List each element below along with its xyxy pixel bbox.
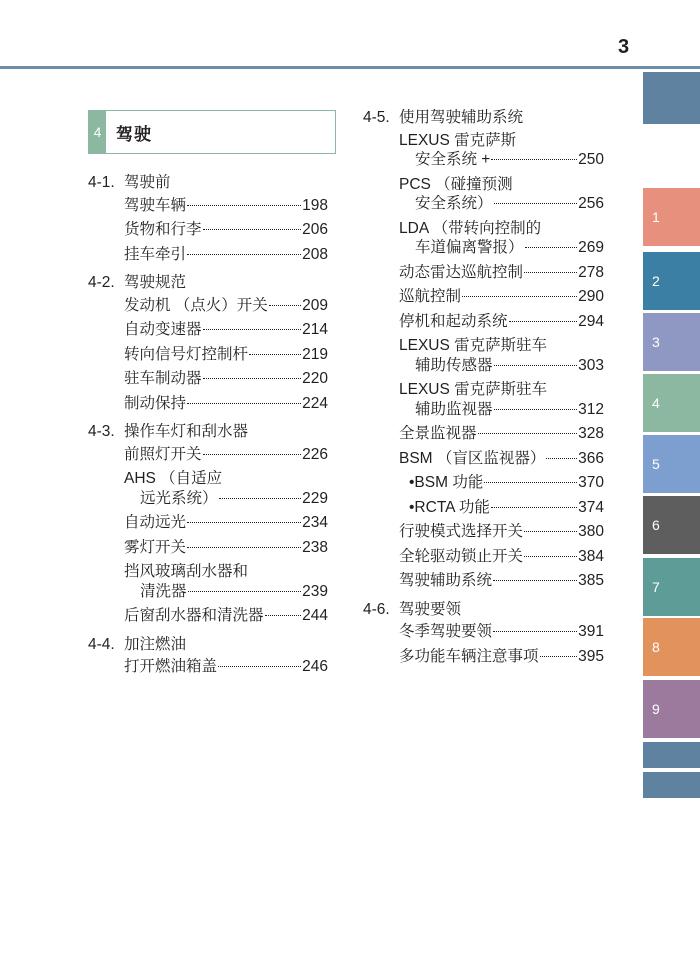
page-ref: 229 <box>302 489 328 507</box>
page-ref: 220 <box>302 370 328 387</box>
page-number: 3 <box>618 36 630 58</box>
toc-entry-text: LEXUS 雷克萨斯驻车 <box>399 337 548 354</box>
page-ref: 269 <box>578 239 604 256</box>
toc-entry-line <box>409 473 604 493</box>
dot-leader <box>509 321 578 322</box>
chapter-tab-1[interactable]: 1 <box>643 188 700 246</box>
chapter-tab-2[interactable]: 2 <box>643 252 700 310</box>
toc-entry[interactable] <box>399 449 604 474</box>
toc-entry-line <box>124 582 328 602</box>
toc-entry-text: 发动机 （点火）开关 <box>124 296 268 314</box>
toc-entry-line <box>124 196 328 216</box>
toc-entry-line <box>399 522 604 542</box>
dot-leader <box>249 354 301 355</box>
dot-leader <box>187 522 301 523</box>
section-title: 使用驾驶辅助系统 <box>399 109 524 126</box>
chapter-tab-blank[interactable] <box>643 742 700 768</box>
toc-entry-line <box>124 296 328 316</box>
page-ref: 239 <box>302 582 328 600</box>
toc-entry[interactable] <box>399 498 604 523</box>
dot-leader <box>546 458 577 459</box>
page-ref: 278 <box>578 263 604 281</box>
toc-entry-text: 行驶模式选择开关 <box>399 523 524 540</box>
toc-entry[interactable] <box>124 469 328 513</box>
dot-leader <box>525 247 578 248</box>
dot-leader <box>203 329 302 330</box>
page-ref: 224 <box>302 394 328 412</box>
toc-entry-line <box>124 538 328 558</box>
top-rule <box>0 66 700 69</box>
page-ref: 312 <box>578 400 604 418</box>
toc-entry-text: 停机和起动系统 <box>399 312 508 330</box>
dot-leader <box>462 296 577 297</box>
toc-entry[interactable] <box>124 345 328 370</box>
chapter-title: 驾驶 <box>116 124 152 144</box>
toc-entry-line <box>399 194 604 214</box>
toc-entry[interactable] <box>399 547 604 572</box>
toc-entry[interactable] <box>124 245 328 270</box>
toc-entry-text: BSM （盲区监视器） <box>399 449 546 467</box>
page-ref: 209 <box>302 296 328 314</box>
chapter-header <box>88 110 336 154</box>
toc-entry-text: 全轮驱动锁止开关 <box>399 547 524 565</box>
toc-entry-text: •BSM 功能 <box>409 474 484 491</box>
chapter-tab-7[interactable]: 7 <box>643 558 700 616</box>
page-ref: 250 <box>578 151 604 168</box>
dot-leader <box>494 409 578 410</box>
section-number: 4-1. <box>88 174 115 191</box>
toc-entry-line <box>124 606 328 626</box>
toc-entry-line <box>399 400 604 420</box>
toc-entry-text: 动态雷达巡航控制 <box>399 263 524 281</box>
toc-section-heading <box>88 171 328 196</box>
dot-leader <box>494 365 578 366</box>
toc-entry-text: 冬季驾驶要领 <box>399 623 493 640</box>
dot-leader <box>484 482 577 483</box>
toc-entry-text: 安全系统 + <box>415 151 491 168</box>
toc-entry[interactable] <box>399 312 604 337</box>
dot-leader <box>203 229 302 230</box>
chapter-tab-9[interactable]: 9 <box>643 680 700 738</box>
dot-leader <box>524 556 577 557</box>
toc-entry[interactable] <box>399 473 604 498</box>
toc-entry[interactable] <box>399 571 604 596</box>
toc-entry-text: 远光系统） <box>140 489 218 507</box>
toc-section-heading <box>363 106 604 131</box>
toc-entry-text: 清洗器 <box>140 582 187 600</box>
toc-entry[interactable] <box>124 513 328 538</box>
toc-entry-line <box>399 312 604 332</box>
dot-leader <box>203 454 302 455</box>
toc-entry-line <box>399 150 604 170</box>
page-ref: 290 <box>578 288 604 305</box>
toc-entry[interactable] <box>124 320 328 345</box>
toc-entry-text: 辅助传感器 <box>415 356 493 374</box>
page-ref: 385 <box>578 572 604 589</box>
toc-entry-line <box>399 424 604 444</box>
page-ref: 294 <box>578 312 604 330</box>
toc-entry[interactable] <box>124 369 328 394</box>
dot-leader <box>493 580 577 581</box>
toc-entry-text: 制动保持 <box>124 394 187 412</box>
section-title: 驾驶规范 <box>124 274 187 291</box>
toc-entry-text: PCS （碰撞预测 <box>399 175 513 193</box>
toc-entry-text: 挂车牵引 <box>124 245 187 263</box>
toc-entry-line <box>124 394 328 414</box>
page-ref: 206 <box>302 221 328 238</box>
section-number: 4-2. <box>88 274 115 291</box>
toc-entry[interactable] <box>124 562 328 606</box>
page-ref: 244 <box>302 607 328 624</box>
toc-entry[interactable] <box>399 522 604 547</box>
toc-entry[interactable] <box>399 380 604 424</box>
toc-entry[interactable] <box>124 220 328 245</box>
dot-leader <box>187 403 301 404</box>
toc-entry-text: 安全系统） <box>415 195 493 212</box>
chapter-tab-4[interactable]: 4 <box>643 374 700 432</box>
toc-entry[interactable] <box>399 287 604 312</box>
toc-entry[interactable] <box>124 296 328 321</box>
toc-entry-text: LDA （带转向控制的 <box>399 219 542 237</box>
dot-leader <box>187 254 301 255</box>
chapter-tab-5[interactable]: 5 <box>643 435 700 493</box>
page-ref: 395 <box>578 647 604 665</box>
toc-entry[interactable] <box>124 445 328 470</box>
toc-entry-text: 自动变速器 <box>124 321 202 338</box>
toc-entry-text: 辅助监视器 <box>415 400 493 418</box>
toc-entry-line <box>124 369 328 389</box>
toc-entry-line <box>399 571 604 591</box>
page-ref: 234 <box>302 514 328 531</box>
toc-entry[interactable] <box>399 175 604 219</box>
page-ref: 366 <box>578 449 604 467</box>
toc-entry-line <box>399 622 604 642</box>
page-ref: 380 <box>578 523 604 540</box>
page-ref: 246 <box>302 658 328 675</box>
page-ref: 328 <box>578 425 604 442</box>
toc-entry-text: 打开燃油箱盖 <box>124 658 218 675</box>
dot-leader <box>491 507 577 508</box>
toc-entry-text: 挡风玻璃刮水器和 <box>124 563 249 580</box>
dot-leader <box>478 433 578 434</box>
page-ref: 214 <box>302 321 328 338</box>
toc-entry-text: 后窗刮水器和清洗器 <box>124 607 264 624</box>
toc-entry-line <box>399 547 604 567</box>
toc-entry-text: 全景监视器 <box>399 425 477 442</box>
toc-entry-line <box>399 238 604 258</box>
dot-leader <box>524 272 577 273</box>
page-ref: 238 <box>302 538 328 556</box>
toc-entry[interactable] <box>399 424 604 449</box>
dot-leader <box>493 631 577 632</box>
page-ref: 198 <box>302 196 328 214</box>
toc-section-heading <box>363 598 604 623</box>
dot-leader <box>188 591 302 592</box>
page-ref: 208 <box>302 245 328 263</box>
page-ref: 303 <box>578 356 604 374</box>
toc-entry-text: 货物和行李 <box>124 221 202 238</box>
toc-entry-text: AHS （自适应 <box>124 470 223 487</box>
toc-entry-text: LEXUS 雷克萨斯 <box>399 131 517 149</box>
chapter-tab-blank[interactable] <box>643 772 700 798</box>
toc-entry-text: 巡航控制 <box>399 288 462 305</box>
dot-leader <box>219 498 302 499</box>
section-title: 操作车灯和刮水器 <box>124 423 249 440</box>
dot-leader <box>187 205 301 206</box>
page-ref: 391 <box>578 623 604 640</box>
toc-entry-text: •RCTA 功能 <box>409 498 490 516</box>
chapter-tab-8[interactable]: 8 <box>643 618 700 676</box>
chapter-number: 4 <box>89 111 106 153</box>
toc-section-heading <box>88 420 328 445</box>
toc-entry[interactable] <box>399 647 604 672</box>
toc-entry-line <box>124 220 328 240</box>
dot-leader <box>269 305 301 306</box>
section-number: 4-4. <box>88 635 115 653</box>
toc-right-column <box>363 106 604 671</box>
page-ref: 384 <box>578 547 604 565</box>
toc-entry-line <box>399 263 604 283</box>
page-ref: 374 <box>578 498 604 516</box>
toc-entry-text: LEXUS 雷克萨斯驻车 <box>399 381 548 398</box>
toc-entry-text: 驻车制动器 <box>124 370 202 387</box>
toc-entry-line <box>399 449 604 469</box>
dot-leader <box>265 615 302 616</box>
section-title: 驾驶要领 <box>399 600 462 618</box>
toc-entry-line <box>124 345 328 365</box>
toc-entry-text: 自动远光 <box>124 514 187 531</box>
toc-entry[interactable] <box>124 196 328 221</box>
section-title: 驾驶前 <box>124 174 171 191</box>
toc-entry[interactable] <box>124 538 328 563</box>
dot-leader <box>524 531 577 532</box>
toc-entry[interactable] <box>124 657 328 682</box>
toc-entry-line <box>124 445 328 465</box>
dot-leader <box>491 159 577 160</box>
toc-entry-line <box>124 657 328 677</box>
dot-leader <box>218 666 301 667</box>
dot-leader <box>187 547 301 548</box>
toc-entry-line <box>124 513 328 533</box>
toc-left-column <box>88 171 328 682</box>
toc-entry-line <box>124 320 328 340</box>
dot-leader <box>540 656 578 657</box>
toc-entry[interactable] <box>124 394 328 419</box>
section-number: 4-3. <box>88 423 115 440</box>
toc-entry-line <box>399 647 604 667</box>
chapter-tab-3[interactable]: 3 <box>643 313 700 371</box>
toc-entry-line <box>399 287 604 307</box>
page-ref: 226 <box>302 445 328 463</box>
page-ref: 219 <box>302 345 328 363</box>
toc-entry-line <box>399 356 604 376</box>
toc-entry-text: 车道偏离警报） <box>415 239 524 256</box>
toc-entry-text: 驾驶车辆 <box>124 196 187 214</box>
toc-entry-line <box>124 245 328 265</box>
toc-entry-text: 前照灯开关 <box>124 445 202 463</box>
toc-entry-text: 多功能车辆注意事项 <box>399 647 539 665</box>
page-ref: 370 <box>578 474 604 491</box>
toc-entry[interactable] <box>124 606 328 631</box>
dot-leader <box>203 378 302 379</box>
dot-leader <box>494 203 578 204</box>
toc-entry[interactable] <box>399 131 604 175</box>
chapter-tab-6[interactable]: 6 <box>643 496 700 554</box>
toc-entry[interactable] <box>399 263 604 288</box>
section-title: 加注燃油 <box>124 635 187 653</box>
toc-entry[interactable] <box>399 622 604 647</box>
chapter-tab-blank[interactable] <box>643 72 700 124</box>
toc-entry-line <box>409 498 604 518</box>
toc-section-heading <box>88 271 328 296</box>
section-number: 4-6. <box>363 600 390 618</box>
toc-entry-text: 驾驶辅助系统 <box>399 572 493 589</box>
section-number: 4-5. <box>363 109 390 126</box>
toc-entry[interactable] <box>399 336 604 380</box>
toc-entry-text: 转向信号灯控制杆 <box>124 345 249 363</box>
toc-entry-line <box>124 489 328 509</box>
toc-entry-text: 雾灯开关 <box>124 538 187 556</box>
toc-entry[interactable] <box>399 219 604 263</box>
page-ref: 256 <box>578 195 604 212</box>
toc-section-heading <box>88 633 328 658</box>
